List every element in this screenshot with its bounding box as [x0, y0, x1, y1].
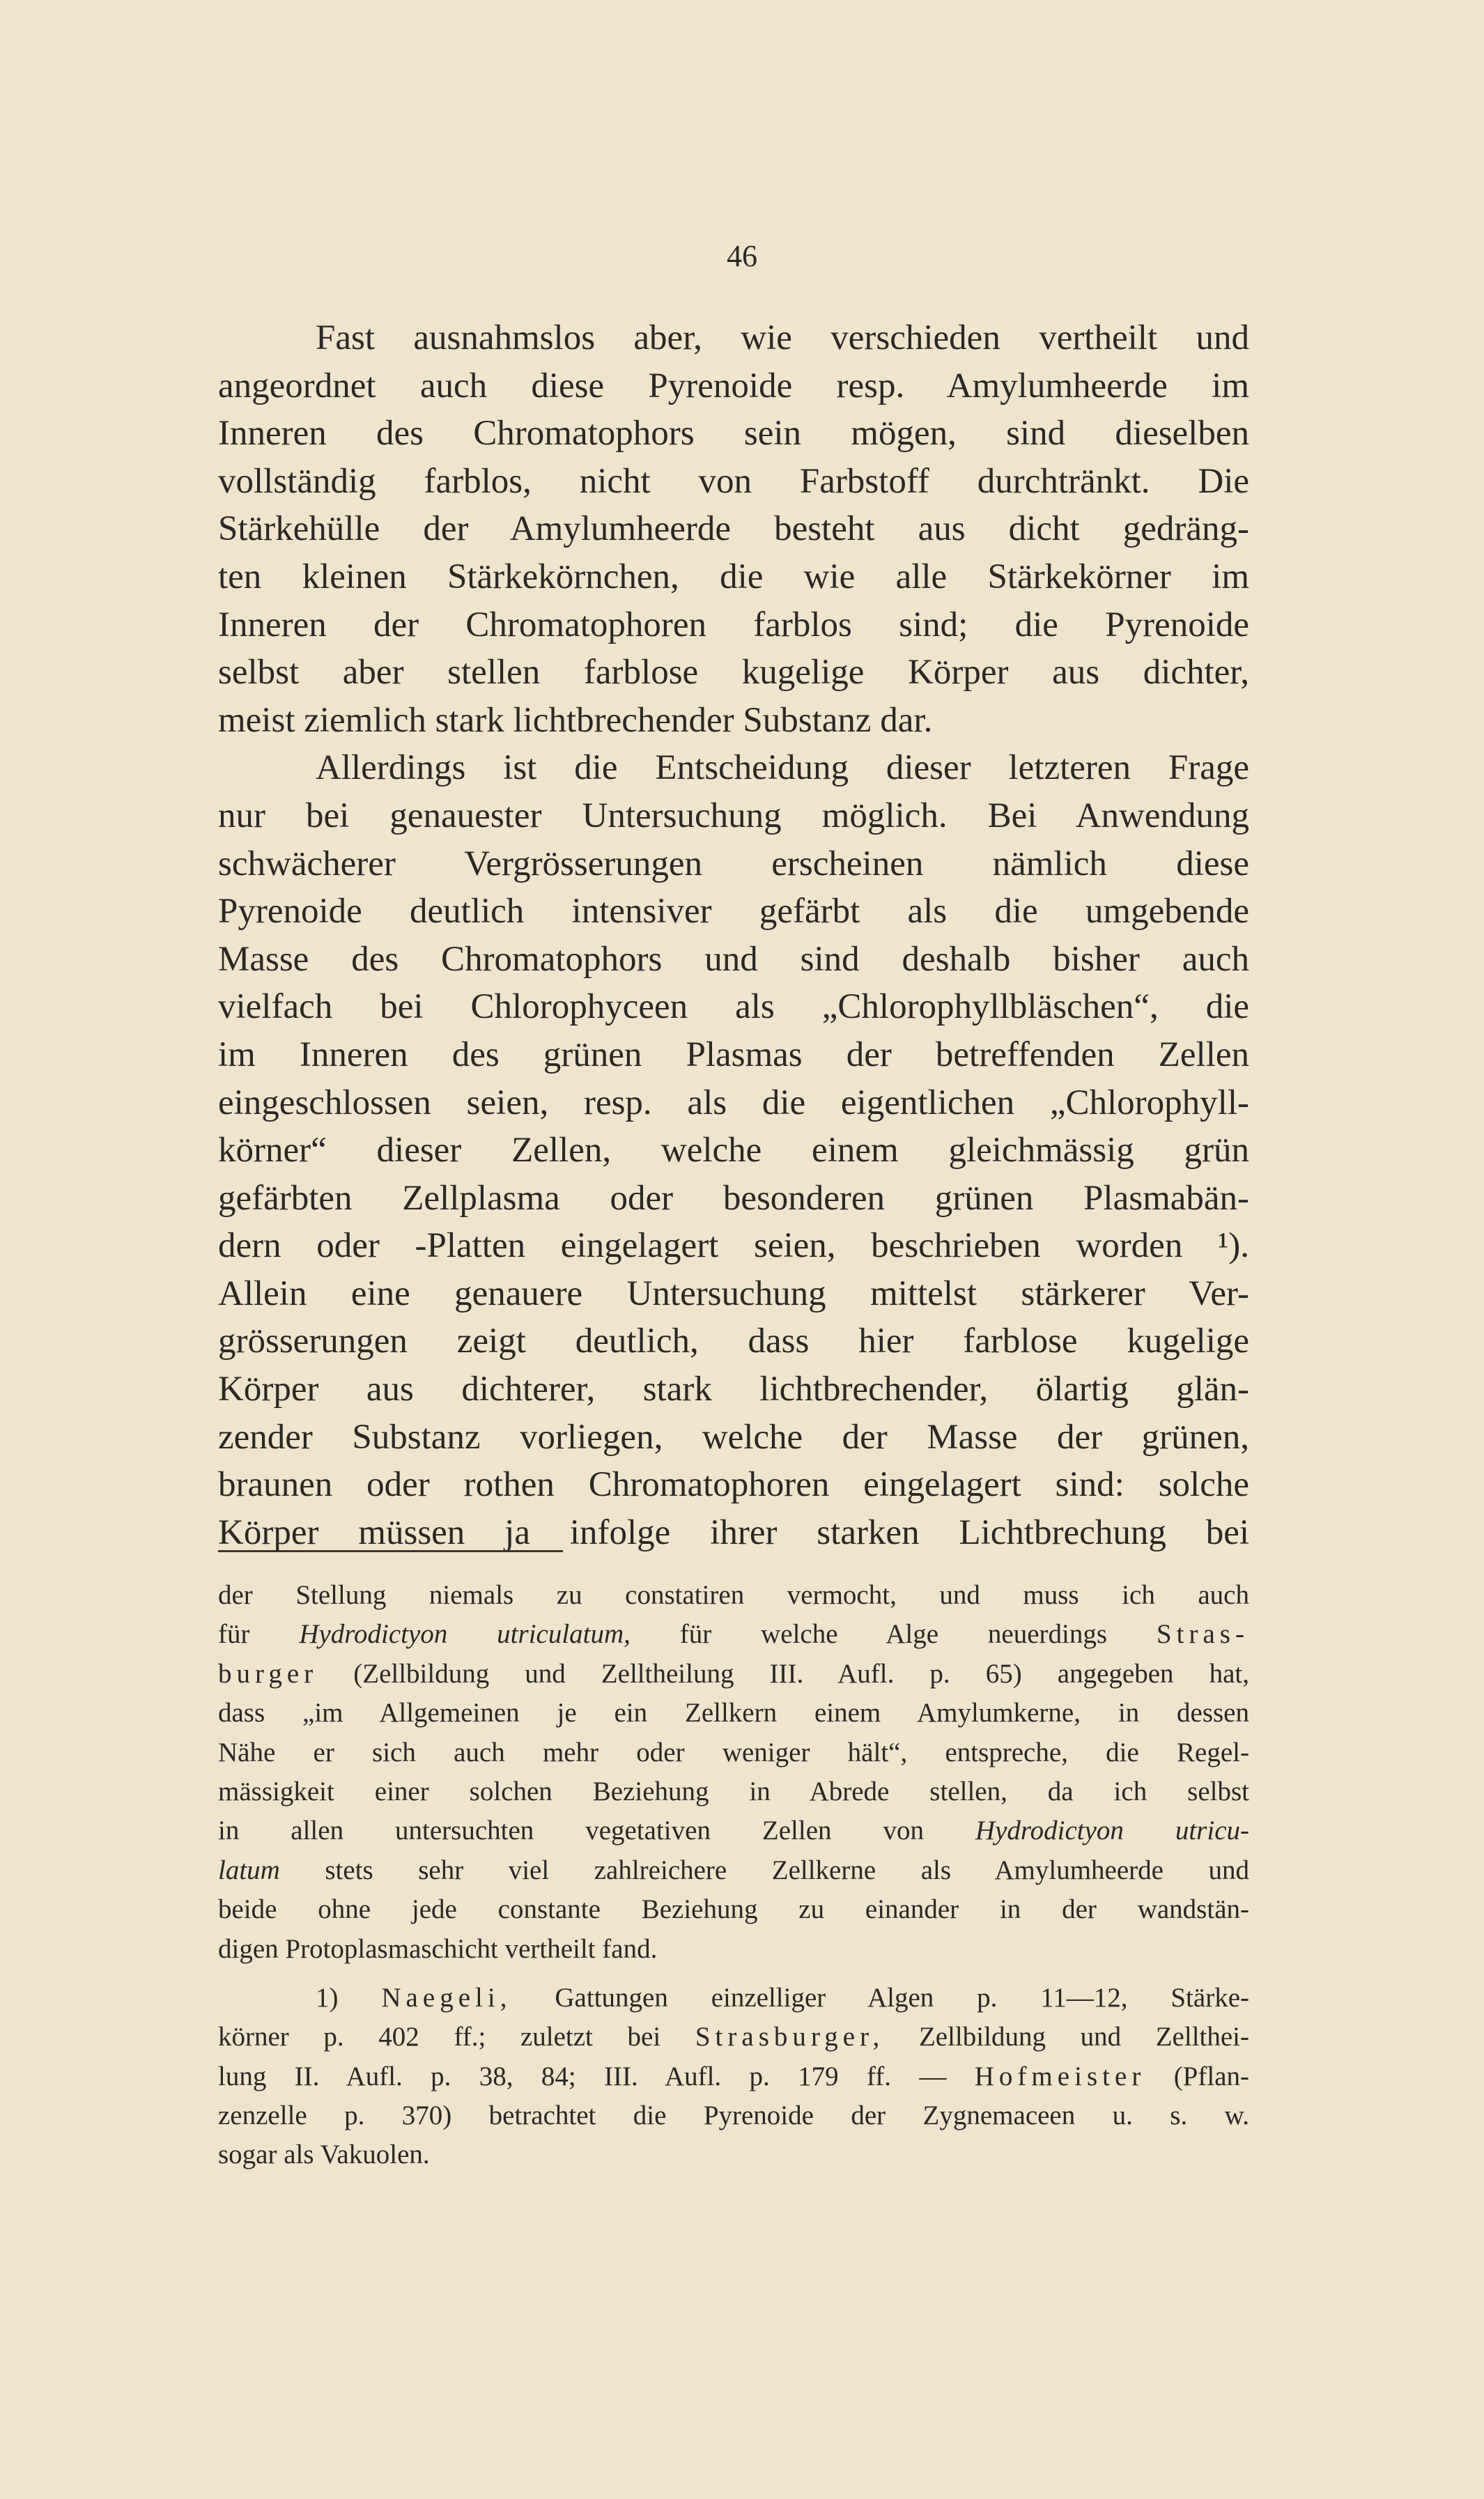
author-name: burger — [218, 1658, 318, 1689]
species-name: Hydrodictyon utricu- — [975, 1816, 1249, 1846]
text-line: selbst aber stellen farblose kugelige Körper aus dichter, — [218, 653, 1249, 693]
footnote-text: Gattungen einzelliger Algen p. 11—12, Stärke- — [511, 1982, 1249, 2013]
text-line: Körper müssen ja infolge ihrer starken Lichtbrechung bei — [218, 1512, 1249, 1552]
footnote-text: stets sehr viel zahlreichere Zellkerne als Amylumheerde und — [279, 1855, 1249, 1885]
text-line: eingeschlossen seien, resp. als die eigentlichen „Chlorophyll- — [218, 1083, 1249, 1122]
footnote-line: beide ohne jede constante Beziehung zu einander in der wandstän- — [218, 1894, 1249, 1925]
footnote-1-line — [218, 1979, 1249, 2018]
text-line: Körper aus dichterer, stark lichtbrechender, ölartig glän- — [218, 1370, 1249, 1409]
footnote-text: für — [218, 1619, 300, 1650]
text-line: nur bei genauester Untersuchung möglich. Bei Anwendung — [218, 796, 1249, 835]
author-name: Naegeli, — [381, 1982, 512, 2013]
footnote-marker: 1) — [316, 1982, 382, 2013]
footnote-1-line — [218, 2018, 1249, 2057]
text-line: angeordnet auch diese Pyrenoide resp. Amylumheerde im — [218, 366, 1249, 405]
footnote-line — [218, 1851, 1249, 1890]
main-text — [218, 314, 1249, 1556]
footnote-text: Zellbildung und Zellthei- — [884, 2022, 1249, 2052]
footnote-line: der Stellung niemals zu constatiren vermocht, und muss ich auch — [218, 1580, 1249, 1610]
footnote-text: lung II. Aufl. p. 38, 84; III. Aufl. p. 179 ff. — — [218, 2061, 975, 2091]
text-line: vielfach bei Chlorophyceen als „Chlorophyllbläschen“, die — [218, 987, 1249, 1027]
text-line: schwächerer Vergrösserungen erscheinen nämlich diese — [218, 844, 1249, 883]
text-line: zender Substanz vorliegen, welche der Masse der grünen, — [218, 1417, 1249, 1457]
footnote-line — [218, 1615, 1249, 1654]
text-line: grösserungen zeigt deutlich, dass hier farblose kugelige — [218, 1322, 1249, 1361]
text-line: Pyrenoide deutlich intensiver gefärbt als die umgebende — [218, 892, 1249, 931]
text-line: Inneren der Chromatophoren farblos sind; die Pyrenoide — [218, 605, 1249, 644]
text-line: Fast ausnahmslos aber, wie verschieden vertheilt und — [316, 318, 1249, 357]
text-line: Masse des Chromatophors und sind deshalb bisher auch — [218, 939, 1249, 979]
footnote-1-line: sogar als Vakuolen. — [218, 2140, 430, 2170]
footnote-line: Nähe er sich auch mehr oder weniger hält“, entspreche, die Regel- — [218, 1737, 1249, 1767]
footnote-text: (Pflan- — [1145, 2061, 1249, 2091]
text-line: Allein eine genauere Untersuchung mittelst stärkerer Ver- — [218, 1274, 1249, 1313]
author-name: Strasburger, — [695, 2022, 885, 2052]
author-name: Stras- — [1156, 1619, 1249, 1650]
text-line: körner“ dieser Zellen, welche einem gleichmässig grün — [218, 1131, 1249, 1170]
footnote-line: mässigkeit einer solchen Beziehung in Abrede stellen, da ich selbst — [218, 1776, 1249, 1806]
text-line: Stärkehülle der Amylumheerde besteht aus dicht gedräng- — [218, 509, 1249, 549]
footnote-1-line: zenzelle p. 370) betrachtet die Pyrenoide der Zygnemaceen u. s. w. — [218, 2100, 1249, 2131]
footnote-line: digen Protoplasmaschicht vertheilt fand. — [218, 1933, 658, 1964]
footnote-line: dass „im Allgemeinen je ein Zellkern einem Amylumkerne, in dessen — [218, 1698, 1249, 1728]
footnote-text: (Zellbildung und Zelltheilung III. Aufl. p. 65) angegeben hat, — [318, 1658, 1249, 1689]
text-line: meist ziemlich stark lichtbrechender Substanz dar. — [218, 700, 933, 740]
footnote-line — [218, 1811, 1249, 1850]
text-line: vollständig farblos, nicht von Farbstoff durchtränkt. Die — [218, 461, 1249, 501]
species-name: latum — [218, 1855, 280, 1885]
footnote-1-line — [218, 2057, 1249, 2096]
footnote-text: für welche Alge neuerdings — [630, 1619, 1157, 1650]
footnote-line — [218, 1655, 1249, 1694]
author-name: Hofmeister — [974, 2061, 1146, 2091]
footnote-text: körner p. 402 ff.; zuletzt bei — [218, 2022, 695, 2052]
species-name: Hydrodictyon utriculatum, — [299, 1619, 631, 1650]
page-number: 46 — [727, 239, 757, 273]
text-line: im Inneren des grünen Plasmas der betreffenden Zellen — [218, 1035, 1249, 1074]
text-line: ten kleinen Stärkekörnchen, die wie alle Stärkekörner im — [218, 557, 1249, 596]
footnote-divider — [218, 1550, 563, 1552]
text-line: gefärbten Zellplasma oder besonderen grünen Plasmabän- — [218, 1178, 1249, 1218]
text-line: Allerdings ist die Entscheidung dieser letzteren Frage — [316, 748, 1249, 788]
footnotes — [218, 1576, 1249, 2175]
text-line: braunen oder rothen Chromatophoren eingelagert sind: solche — [218, 1465, 1249, 1505]
text-line: dern oder -Platten eingelagert seien, beschrieben worden ¹). — [218, 1226, 1249, 1266]
text-line: Inneren des Chromatophors sein mögen, sind dieselben — [218, 414, 1249, 454]
footnote-text: in allen untersuchten vegetativen Zellen von — [218, 1816, 975, 1846]
